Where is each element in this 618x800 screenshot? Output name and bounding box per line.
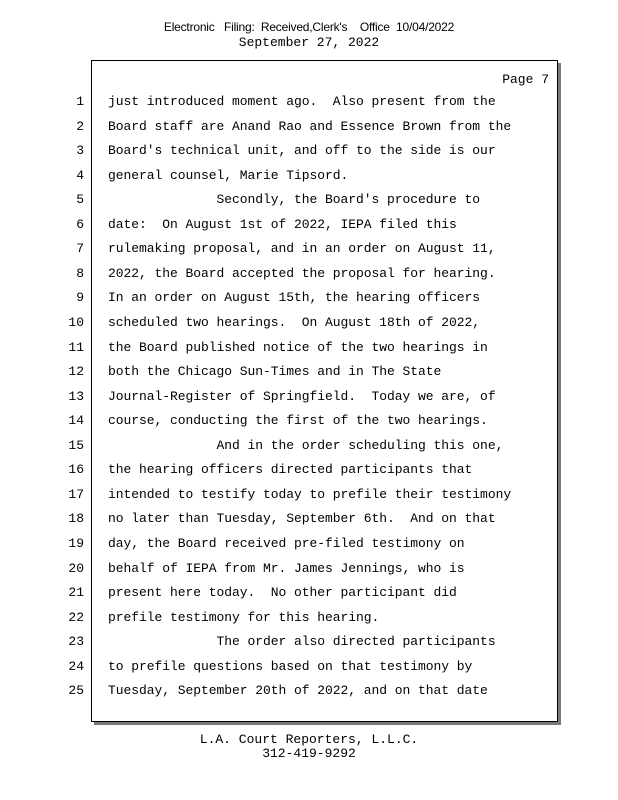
court-reporter-name: L.A. Court Reporters, L.L.C. xyxy=(199,732,419,747)
line-text: In an order on August 15th, the hearing officers xyxy=(108,290,481,306)
line-text: course, conducting the first of the two hearings. xyxy=(108,413,488,429)
line-number: 2 xyxy=(76,118,84,134)
line-text: to prefile questions based on that testimony by xyxy=(108,658,473,674)
line-number: 9 xyxy=(76,290,84,306)
line-number: 7 xyxy=(76,241,84,257)
line-text: just introduced moment ago. Also present from the xyxy=(108,94,496,109)
line-text: day, the Board received pre-filed testimony on xyxy=(108,535,465,551)
line-text: Board staff are Anand Rao and Essence Brown from the xyxy=(108,118,512,134)
line-text: And in the order scheduling this one, xyxy=(108,437,504,453)
line-number: 10 xyxy=(68,315,84,330)
line-number: 15 xyxy=(68,437,84,453)
line-text: present here today. No other participant did xyxy=(108,585,457,600)
line-number: 12 xyxy=(68,364,84,380)
line-number: 13 xyxy=(68,388,84,404)
line-number: 23 xyxy=(68,634,84,650)
line-number: 19 xyxy=(68,535,84,551)
line-number: 5 xyxy=(76,192,84,208)
line-text: scheduled two hearings. On August 18th of 2022, xyxy=(108,315,481,330)
line-text: prefile testimony for this hearing. xyxy=(108,609,380,625)
line-number: 16 xyxy=(68,462,84,478)
line-text: general counsel, Marie Tipsord. xyxy=(108,167,349,183)
line-text: no later than Tuesday, September 6th. And on that xyxy=(108,511,496,527)
line-number: 17 xyxy=(68,486,84,502)
line-number: 3 xyxy=(76,143,84,159)
line-number: 8 xyxy=(76,265,84,281)
line-text: rulemaking proposal, and in an order on August 11, xyxy=(108,241,496,257)
line-number: 11 xyxy=(68,339,84,355)
court-reporter-phone: 312-419-9292 xyxy=(262,746,356,761)
line-number: 24 xyxy=(68,658,84,674)
line-text: the Board published notice of the two hearings in xyxy=(108,339,488,355)
line-number: 20 xyxy=(68,560,84,576)
line-text: intended to testify today to prefile their testimony xyxy=(108,486,512,502)
transcript-date: September 27, 2022 xyxy=(238,35,380,50)
line-text: Secondly, the Board's procedure to xyxy=(108,192,481,208)
filing-stamp: Electronic Filing: Received,Clerk's Office 10/04/2022 xyxy=(163,20,455,34)
line-text: Tuesday, September 20th of 2022, and on that date xyxy=(108,683,488,699)
line-number: 18 xyxy=(68,511,84,527)
line-text: Board's technical unit, and off to the side is our xyxy=(108,143,496,159)
line-number: 22 xyxy=(68,609,84,625)
line-number: 6 xyxy=(76,216,84,232)
line-text: behalf of IEPA from Mr. James Jennings, who is xyxy=(108,560,465,576)
line-number: 4 xyxy=(76,167,84,183)
line-text: both the Chicago Sun-Times and in The State xyxy=(108,364,442,380)
line-text: the hearing officers directed participants that xyxy=(108,462,473,478)
line-text: date: On August 1st of 2022, IEPA filed this xyxy=(108,216,457,232)
line-text: Journal-Register of Springfield. Today we are, of xyxy=(108,388,496,404)
line-text: The order also directed participants xyxy=(108,634,496,650)
line-text: 2022, the Board accepted the proposal for hearing. xyxy=(108,265,496,281)
page-number: Page 7 xyxy=(502,72,549,87)
line-number: 25 xyxy=(68,683,84,699)
line-number: 21 xyxy=(68,585,84,600)
line-number: 14 xyxy=(68,413,84,429)
line-number: 1 xyxy=(76,94,84,109)
